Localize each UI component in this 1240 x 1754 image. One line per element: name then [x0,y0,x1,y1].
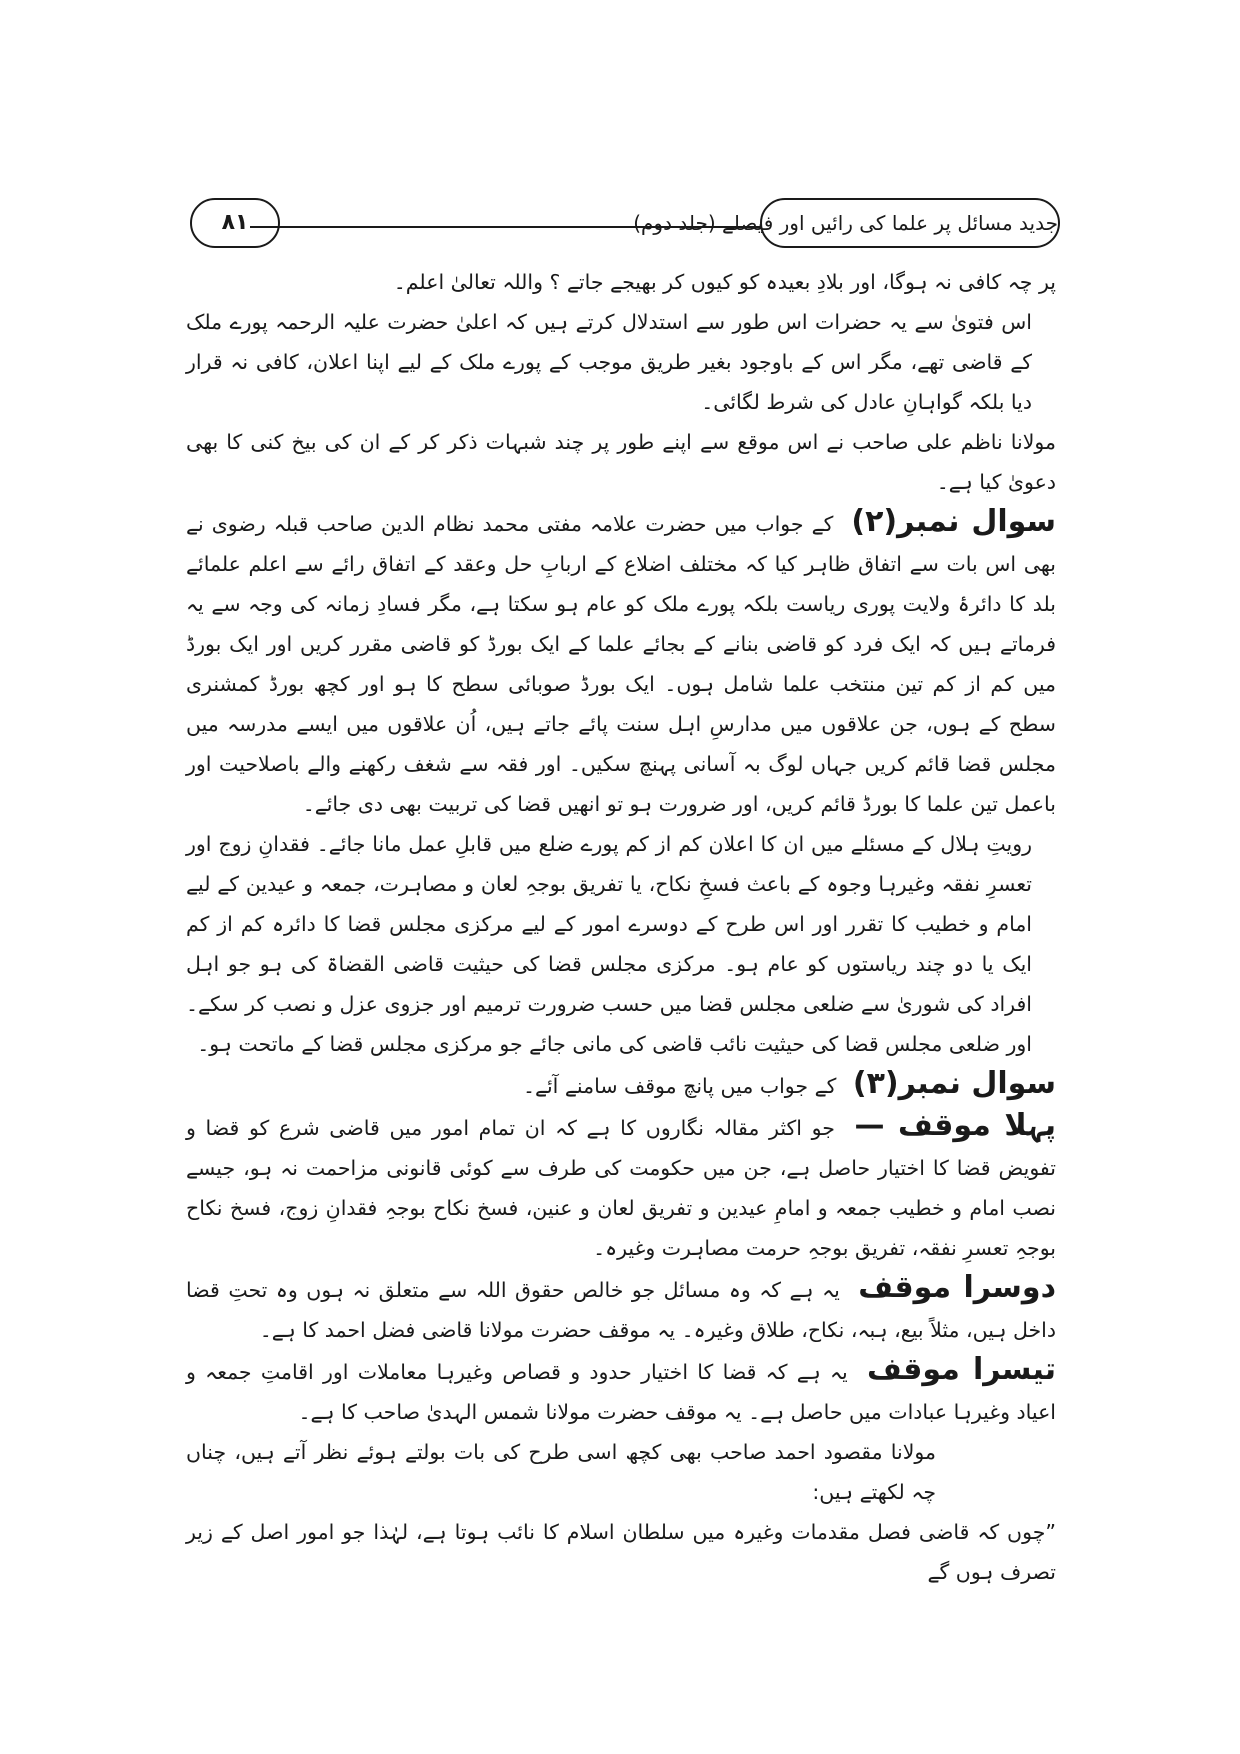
paragraph [186,1350,1056,1432]
position-2-heading: دوسرا موقف [858,1270,1056,1305]
paragraph [186,502,1056,824]
position-3-heading: تیسرا موقف [867,1352,1056,1387]
position-3-text: یہ ہے کہ قضا کا اختیار حدود و قصاص وغیرہا معاملات اور اقامتِ جمعہ و اعیاد وغیرہا عبادات میں حاصل ہے۔ یہ موقف حضرت مولانا شمس الہدیٰ صاحب کا ہے۔ [186,1360,1056,1424]
paragraph: مولانا مقصود احمد صاحب بھی کچھ اسی طرح کی بات بولتے ہوئے نظر آتے ہیں، چناں چہ لکھتے ہیں: [186,1440,936,1504]
question-2-heading: سوال نمبر(۲) [851,504,1056,539]
question-3-heading: سوال نمبر(۳) [852,1066,1056,1101]
position-1-text: جو اکثر مقالہ نگاروں کا ہے کہ ان تمام امور میں قاضی شرع کو قضا و تفویض قضا کا اختیار حاصل ہے، جن میں حکومت کی طرف سے کوئی قانونی مزاحمت نہ ہو، جیسے نصب امام و خطیب جمعہ و امامِ عیدین و تفریق لعان و عنین، فسخ نکاح بوجہِ فقدانِ زوج، فسخ نکاح بوجہِ تعسرِ نفقہ، تفریق بوجہِ حرمت مصاہرت وغیرہ۔ [186,1116,1056,1260]
question-2-text: کے جواب میں حضرت علامہ مفتی محمد نظام الدین صاحب قبلہ رضوی نے بھی اس بات سے اتفاق ظاہر کیا کہ مختلف اضلاع کے اربابِ حل وعقد کے اتفاق رائے سے اعلم علمائے بلد کا دائرۂ ولایت پوری ریاست بلکہ پورے ملک کو عام ہو سکتا ہے، مگر فسادِ زمانہ کی وجہ سے یہ فرماتے ہیں کہ ایک فرد کو قاضی بنانے کے بجائے علما کے ایک بورڈ کو قاضی مقرر کریں اور ایک بورڈ میں کم از کم تین منتخب علما شامل ہوں۔ ایک بورڈ صوبائی سطح کا ہو اور کچھ بورڈ کمشنری سطح کے ہوں، جن علاقوں میں مدارسِ اہل سنت پائے جاتے ہیں، اُن علاقوں میں ایسے مدرسہ میں مجلس قضا قائم کریں جہاں لوگ بہ آسانی پہنچ سکیں۔ اور فقہ سے شغف رکھنے والے باصلاحیت اور باعمل تین علما کا بورڈ قائم کریں، اور ضرورت ہو تو انھیں قضا کی تربیت بھی دی جائے۔ [186,512,1056,816]
body-text [186,262,1056,1592]
paragraph [186,1106,1056,1268]
paragraph: پر چہ کافی نہ ہوگا، اور بلادِ بعیدہ کو کیوں کر بھیجے جاتے ؟ واللہ تعالیٰ اعلم۔ [393,270,1056,294]
question-3-text: کے جواب میں پانچ موقف سامنے آئے۔ [522,1074,837,1098]
paragraph [186,1268,1056,1350]
paragraph: رویتِ ہلال کے مسئلے میں ان کا اعلان کم از کم پورے ضلع میں قابلِ عمل مانا جائے۔ فقدانِ زوج اور تعسرِ نفقہ وغیرہا وجوہ کے باعث فسخِ نکاح، یا تفریق بوجہِ لعان و مصاہرت، جمعہ و عیدین کے لیے امام و خطیب کا تقرر اور اس طرح کے دوسرے امور کے لیے مرکزی مجلس قضا کا دائرہ کم از کم ایک یا دو چند ریاستوں کو عام ہو۔ مرکزی مجلس قضا کی حیثیت قاضی القضاۃ کی ہو جو اہل افراد کی شوریٰ سے ضلعی مجلس قضا میں حسب ضرورت ترمیم اور جزوی عزل و نصب کر سکے۔ اور ضلعی مجلس قضا کی حیثیت نائب قاضی کی مانی جائے جو مرکزی مجلس قضا کے ماتحت ہو۔ [186,832,1032,1056]
position-2-text: یہ ہے کہ وہ مسائل جو خالص حقوق اللہ سے متعلق نہ ہوں وہ تحتِ قضا داخل ہیں، مثلاً بیع، ہبہ، نکاح، طلاق وغیرہ۔ یہ موقف حضرت مولانا قاضی فضل احمد کا ہے۔ [186,1278,1056,1342]
paragraph [186,1064,1056,1106]
position-1-heading: پہلا موقف — [854,1108,1056,1143]
paragraph: مولانا ناظم علی صاحب نے اس موقع سے اپنے طور پر چند شبہات ذکر کر کے ان کی بیخ کنی کا بھی دعویٰ کیا ہے۔ [186,430,1056,494]
page-header [190,195,1060,255]
page-number: ۸۱ [190,198,280,248]
paragraph: اس فتویٰ سے یہ حضرات اس طور سے استدلال کرتے ہیں کہ اعلیٰ حضرت علیہ الرحمہ پورے ملک کے قاضی تھے، مگر اس کے باوجود بغیر طریق موجب کے پورے ملک کے لیے اپنا اعلان، کافی نہ قرار دیا بلکہ گواہانِ عادل کی شرط لگائی۔ [186,310,1032,414]
running-title: جدید مسائل پر علما کی رائیں اور فیصلے (جلد دوم) [760,198,1060,248]
quotation: ”چوں کہ قاضی فصل مقدمات وغیرہ میں سلطان اسلام کا نائب ہوتا ہے، لہٰذا جو امور اصل کے زیر تصرف ہوں گے [186,1520,1056,1584]
